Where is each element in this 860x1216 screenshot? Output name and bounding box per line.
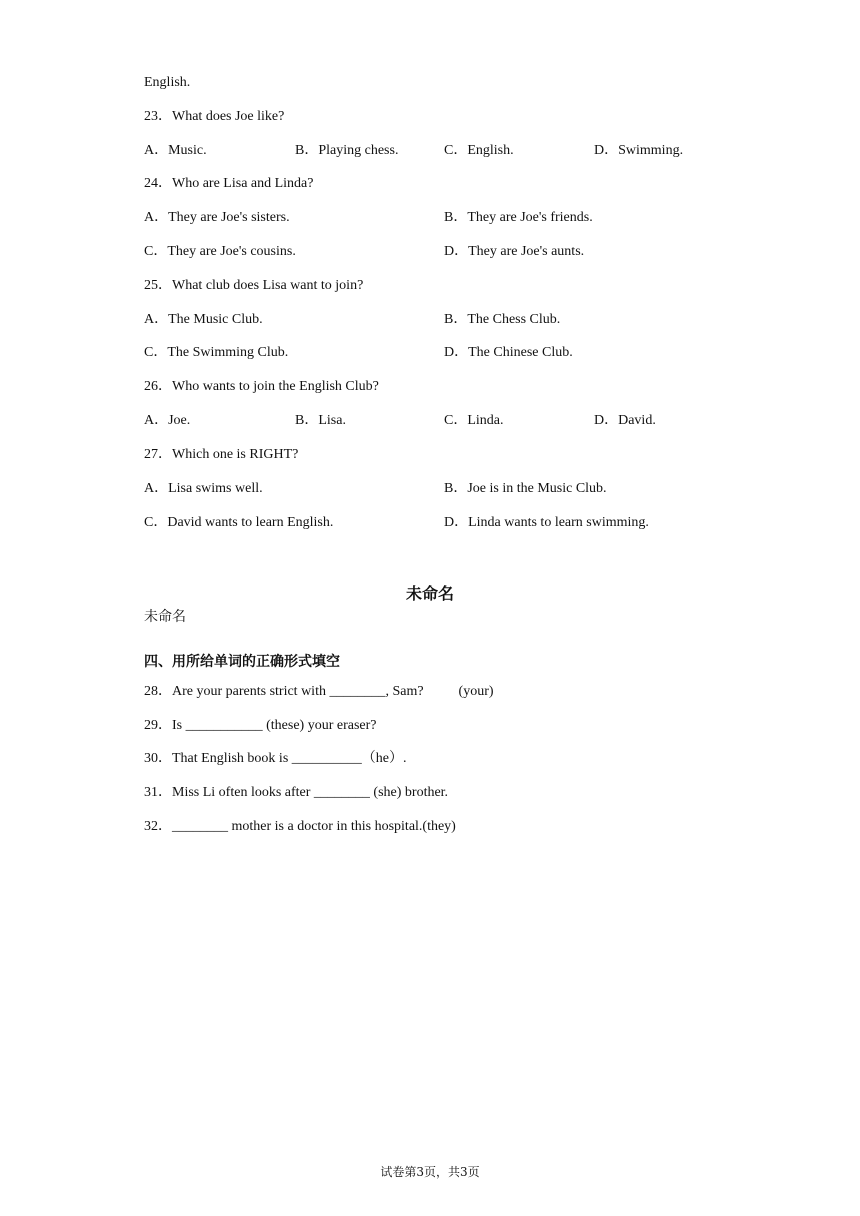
q24-option-d: D．They are Joe's aunts. xyxy=(444,244,585,259)
question-28: 28．Are your parents strict with ________, Sam? (your) xyxy=(144,684,494,699)
q25-option-a: A．The Music Club. xyxy=(144,312,263,327)
question-27: 27．Which one is RIGHT? xyxy=(144,447,299,462)
q23-option-d: D．Swimming. xyxy=(594,143,684,158)
question-32: 32．________ mother is a doctor in this hospital.(they) xyxy=(144,819,456,834)
q26-option-d: D．David. xyxy=(594,413,656,428)
question-29: 29．Is ___________ (these) your eraser? xyxy=(144,718,377,733)
q25-option-d: D．The Chinese Club. xyxy=(444,345,573,360)
question-31: 31．Miss Li often looks after ________ (she) brother. xyxy=(144,785,449,800)
q24-option-b: B．They are Joe's friends. xyxy=(444,210,593,225)
question-24: 24．Who are Lisa and Linda? xyxy=(144,176,314,191)
page-footer: 试卷第3页，共3页 xyxy=(380,1165,480,1179)
question-26: 26．Who wants to join the English Club? xyxy=(144,379,379,394)
q23-option-b: B．Playing chess. xyxy=(295,143,399,158)
part-heading: 四、用所给单词的正确形式填空 xyxy=(144,654,340,670)
q27-option-d: D．Linda wants to learn swimming. xyxy=(444,515,649,530)
question-23: 23．What does Joe like? xyxy=(144,109,285,124)
continued-text: English. xyxy=(144,75,191,90)
q23-option-a: A．Music. xyxy=(144,143,207,158)
q27-option-a: A．Lisa swims well. xyxy=(144,481,263,496)
q26-option-a: A．Joe. xyxy=(144,413,191,428)
q23-option-c: C．English. xyxy=(444,143,514,158)
q27-option-c: C．David wants to learn English. xyxy=(144,515,334,530)
q24-option-a: A．They are Joe's sisters. xyxy=(144,210,290,225)
q26-option-c: C．Linda. xyxy=(444,413,504,428)
question-30: 30．That English book is __________（he）. xyxy=(144,751,407,766)
q26-option-b: B．Lisa. xyxy=(295,413,346,428)
question-25: 25．What club does Lisa want to join? xyxy=(144,278,364,293)
q25-option-b: B．The Chess Club. xyxy=(444,312,561,327)
section-subtitle: 未命名 xyxy=(144,609,186,625)
q27-option-b: B．Joe is in the Music Club. xyxy=(444,481,607,496)
q24-option-c: C．They are Joe's cousins. xyxy=(144,244,296,259)
q25-option-c: C．The Swimming Club. xyxy=(144,345,289,360)
section-title: 未命名 xyxy=(405,584,454,603)
